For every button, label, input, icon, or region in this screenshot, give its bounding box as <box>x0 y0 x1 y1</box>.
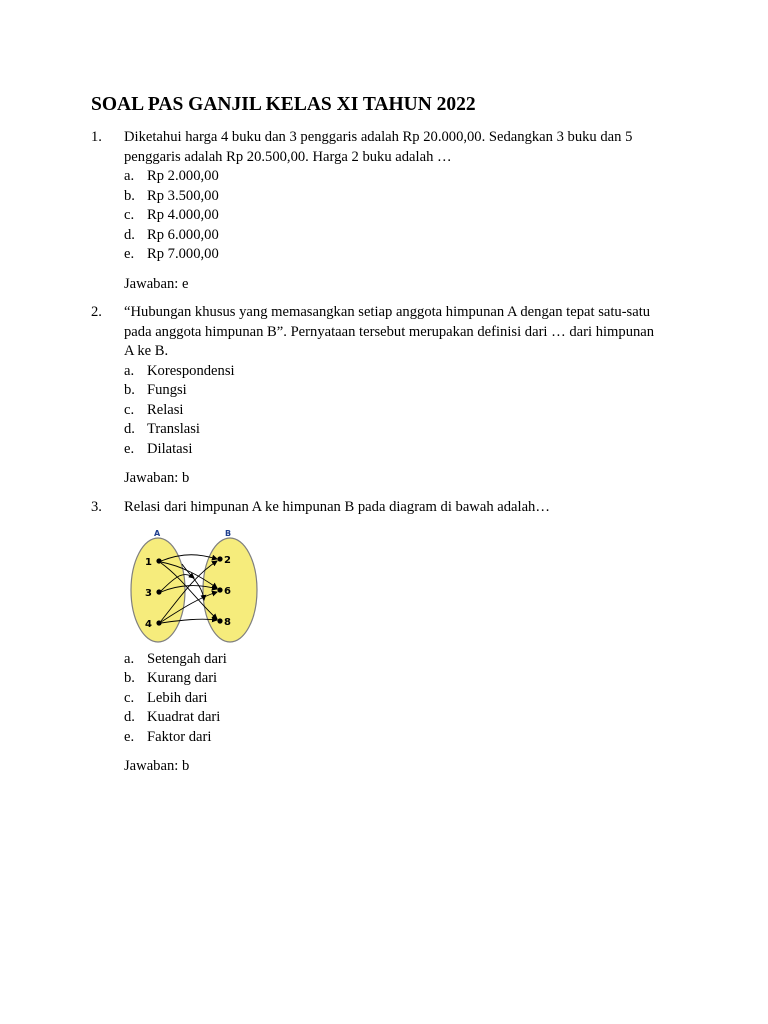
option-text: Kuadrat dari <box>147 709 221 725</box>
option-text: Translasi <box>147 421 200 437</box>
option-d <box>124 708 679 728</box>
question-2 <box>91 303 691 489</box>
set-a-member: 4 <box>145 618 152 630</box>
option-c <box>124 689 679 709</box>
arrow-diagram <box>124 526 264 644</box>
option-text: Rp 4.000,00 <box>147 207 219 223</box>
question-body <box>124 128 679 294</box>
option-text: Rp 2.000,00 <box>147 168 219 184</box>
option-b <box>124 381 679 401</box>
question-number: 1. <box>91 129 102 145</box>
answer-key: Jawaban: e <box>124 275 189 292</box>
document-title: SOAL PAS GANJIL KELAS XI TAHUN 2022 <box>91 94 476 115</box>
option-text: Korespondensi <box>147 362 235 379</box>
set-a-member: 3 <box>145 587 152 599</box>
question-text-line: pada anggota himpunan B”. Pernyataan tersebut merupakan definisi dari … dari himpunan <box>124 323 655 340</box>
point-b-2 <box>217 556 222 561</box>
options-list <box>124 650 679 748</box>
option-c <box>124 206 679 226</box>
option-text: Rp 7.000,00 <box>147 246 219 262</box>
option-letter: a. <box>124 168 135 184</box>
question-3 <box>91 498 691 777</box>
question-1 <box>91 128 691 294</box>
option-b <box>124 187 679 207</box>
answer-key: Jawaban: b <box>124 470 190 486</box>
question-text-line: Relasi dari himpunan A ke himpunan B pada diagram di bawah adalah… <box>124 499 550 515</box>
options-list <box>124 167 679 265</box>
set-b-member: 2 <box>224 554 231 566</box>
option-letter: e. <box>124 246 135 262</box>
question-text-line: Diketahui harga 4 buku dan 3 penggaris adalah Rp 20.000,00. Sedangkan 3 buku dan 5 <box>124 129 633 145</box>
option-letter: b. <box>124 670 135 686</box>
set-a-member: 1 <box>145 556 152 568</box>
set-b-member: 6 <box>224 585 231 597</box>
option-e <box>124 728 679 748</box>
question-number: 3. <box>91 499 102 515</box>
option-letter: a. <box>124 650 135 667</box>
set-b-label: B <box>225 528 232 538</box>
option-c <box>124 401 679 421</box>
option-e <box>124 440 679 460</box>
question-text-line: “Hubungan khusus yang memasangkan setiap anggota himpunan A dengan tepat satu-satu <box>124 304 651 320</box>
option-letter: d. <box>124 709 135 725</box>
option-letter: b. <box>124 187 135 204</box>
point-a-3 <box>156 589 161 594</box>
option-letter: c. <box>124 689 135 706</box>
option-letter: c. <box>124 401 135 418</box>
set-b-member: 8 <box>224 616 231 628</box>
answer-key: Jawaban: b <box>124 758 190 774</box>
option-e <box>124 245 679 265</box>
option-letter: b. <box>124 382 135 398</box>
option-text: Faktor dari <box>147 728 212 745</box>
point-a-4 <box>156 620 161 625</box>
option-text: Relasi <box>147 401 184 418</box>
option-letter: e. <box>124 728 135 745</box>
question-text-line: penggaris adalah Rp 20.500,00. Harga 2 buku adalah … <box>124 148 452 165</box>
point-b-8 <box>217 618 222 623</box>
option-letter: a. <box>124 362 135 379</box>
option-text: Lebih dari <box>147 689 208 706</box>
option-a <box>124 362 679 382</box>
set-a-label: A <box>154 528 161 538</box>
option-text: Rp 3.500,00 <box>147 187 219 204</box>
option-text: Rp 6.000,00 <box>147 226 219 243</box>
option-b <box>124 669 679 689</box>
option-letter: c. <box>124 207 135 223</box>
option-letter: d. <box>124 226 135 243</box>
option-a <box>124 167 679 187</box>
question-body <box>124 498 679 777</box>
option-letter: d. <box>124 421 135 437</box>
option-text: Setengah dari <box>147 650 227 667</box>
question-text-line: A ke B. <box>124 343 169 359</box>
option-a <box>124 650 679 670</box>
options-list <box>124 362 679 460</box>
option-text: Kurang dari <box>147 670 218 686</box>
option-text: Fungsi <box>147 382 187 398</box>
option-letter: e. <box>124 440 135 457</box>
option-d <box>124 420 679 440</box>
point-a-1 <box>156 558 161 563</box>
option-text: Dilatasi <box>147 440 193 457</box>
question-number: 2. <box>91 304 102 320</box>
point-b-6 <box>217 587 222 592</box>
option-d <box>124 226 679 246</box>
question-body <box>124 303 679 489</box>
